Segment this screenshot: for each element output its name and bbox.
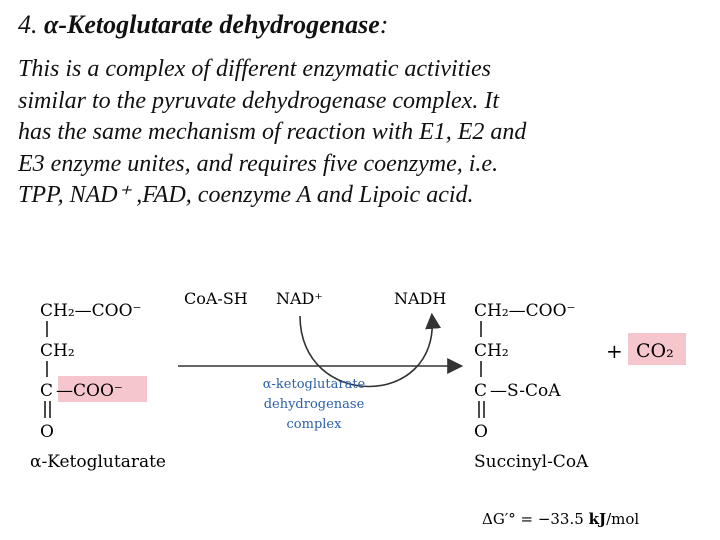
substrate-row-coo: —COO⁻ — [56, 381, 123, 401]
product-label: Succinyl-CoA — [474, 452, 589, 472]
cofactor-curved-arrow — [300, 316, 432, 387]
delta-g-unit-mol: /mol — [606, 510, 640, 528]
title-enzyme-name: α-Ketoglutarate dehydrogenase — [44, 10, 380, 39]
product-row-s-coa: —S-CoA — [490, 381, 561, 401]
product-row-ch2-coo: CH₂—COO⁻ — [474, 301, 576, 321]
enzyme-label-line: dehydrogenase — [263, 397, 365, 412]
substrate-label: α-Ketoglutarate — [30, 452, 166, 472]
product-row-o: O — [474, 422, 488, 442]
co2-label: CO₂ — [636, 340, 674, 362]
enzyme-label-line: α-ketoglutarate — [262, 377, 366, 392]
paragraph-line: This is a complex of different enzymatic activities — [18, 56, 492, 82]
delta-g-unit-kj: kJ — [588, 510, 607, 528]
title-colon: : — [379, 10, 389, 39]
substrate-row-o: O — [40, 422, 54, 442]
paragraph-line: E3 enzyme unites, and requires five coenzyme, i.e. — [18, 150, 499, 177]
delta-g-value — [482, 510, 639, 528]
alpha-ketoglutarate-structure — [30, 301, 166, 472]
delta-g-symbol: ΔG′° = −33.5 — [482, 510, 584, 528]
cofactor-labels — [184, 289, 446, 308]
product-row-c: C — [474, 381, 488, 401]
nadh-label: NADH — [394, 289, 447, 308]
paragraph-line: similar to the pyruvate dehydrogenase complex. It — [18, 87, 499, 114]
paragraph-line: has the same mechanism of reaction with E1, E2 and — [18, 119, 527, 145]
substrate-row-ch2-coo: CH₂—COO⁻ — [40, 301, 142, 321]
plus-sign: + — [606, 339, 623, 363]
succinyl-coa-structure — [474, 301, 589, 472]
paragraph-line: TPP, NAD⁺ ,FAD, coenzyme A and Lipoic acid. — [18, 182, 474, 208]
coa-sh-label: CoA-SH — [184, 289, 248, 308]
title-number: 4. — [18, 10, 38, 39]
substrate-row-ch2: CH₂ — [40, 341, 75, 361]
product-row-ch2: CH₂ — [474, 341, 509, 361]
enzyme-label-line: complex — [286, 417, 342, 432]
nad-label: NAD⁺ — [276, 289, 323, 308]
substrate-row-c: C — [40, 381, 54, 401]
enzyme-label — [263, 377, 366, 432]
